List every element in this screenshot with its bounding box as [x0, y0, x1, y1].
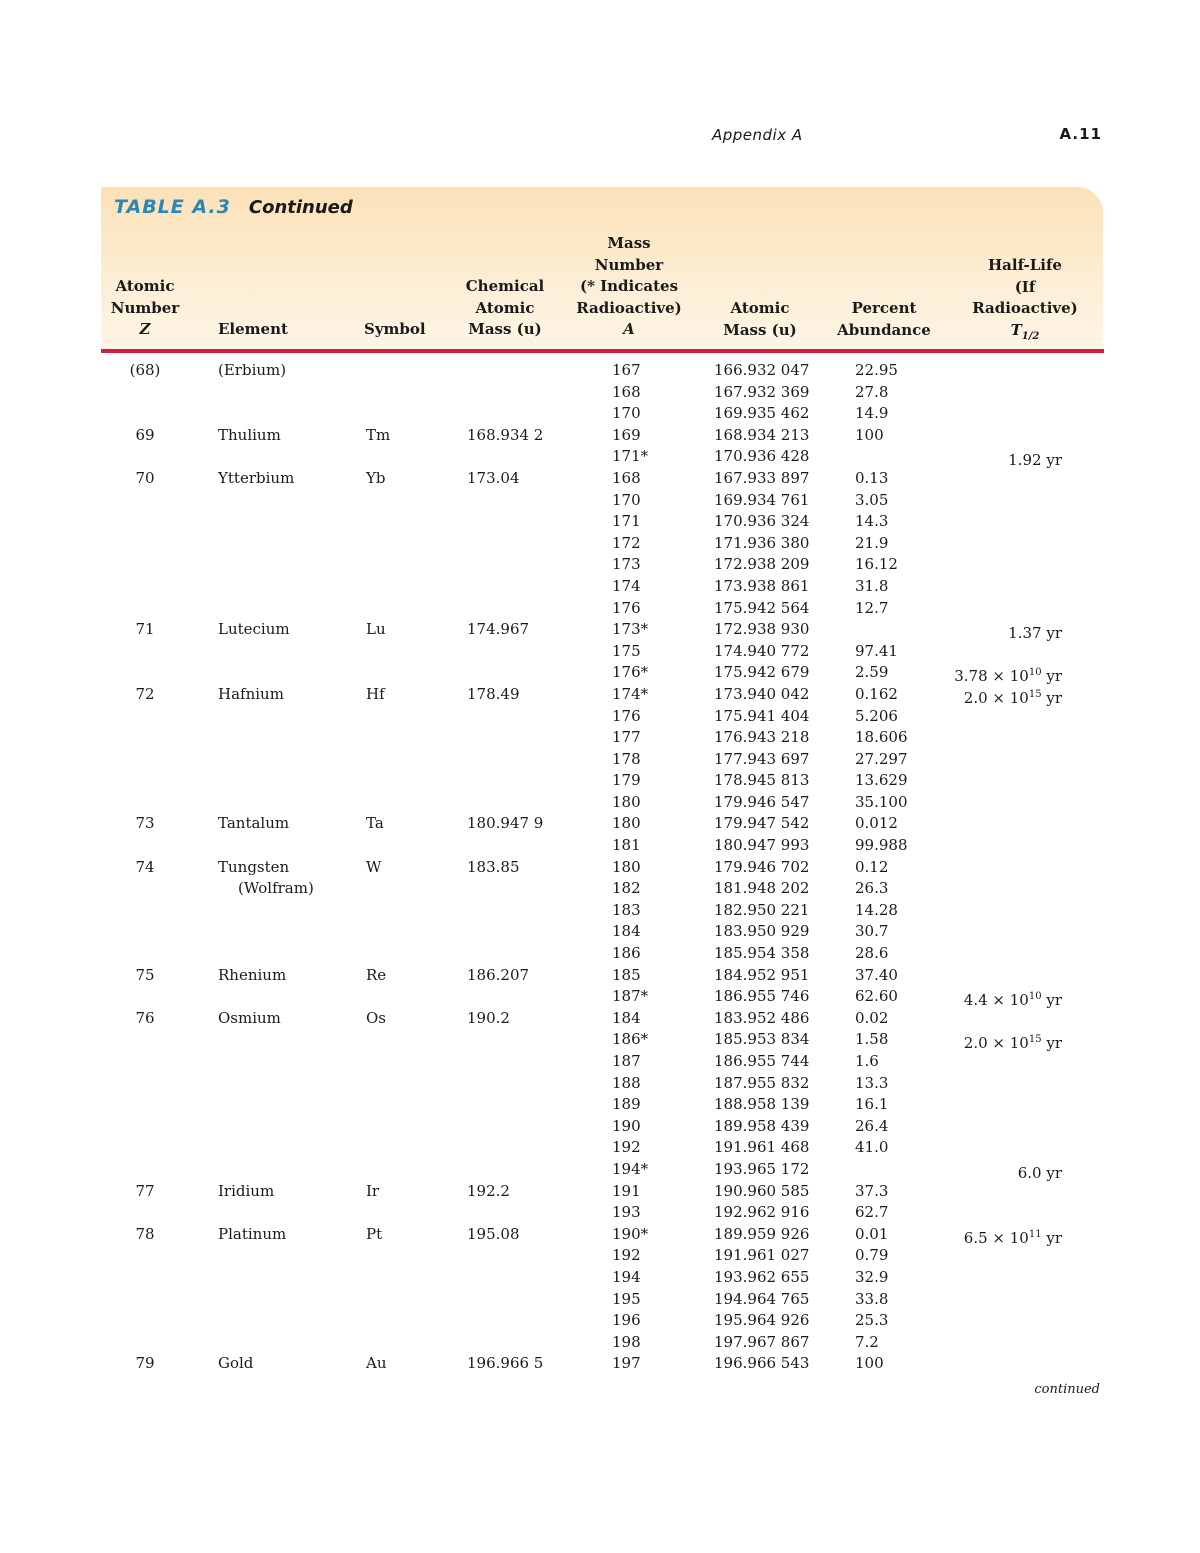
- table-body: [0, 360, 1200, 1375]
- cell-atomic-mass: 196.966 543: [714, 1354, 810, 1373]
- cell-percent-abundance: 26.3: [855, 879, 889, 898]
- table-row: [0, 554, 1200, 576]
- cell-mass-number: 180: [612, 792, 641, 811]
- header-chemical-atomic-mass: [455, 276, 555, 341]
- header-chem-mass-line-1: Chemical: [465, 277, 545, 295]
- table-row: [0, 749, 1200, 771]
- cell-symbol: Au: [366, 1354, 387, 1373]
- cell-percent-abundance: 0.13: [855, 468, 889, 487]
- header-mass-number-line-1: Mass: [607, 234, 651, 252]
- cell-mass-number: 181: [612, 836, 641, 855]
- cell-atomic-number: 70: [135, 468, 155, 487]
- table-row: [0, 1137, 1200, 1159]
- cell-percent-abundance: 0.012: [855, 814, 898, 833]
- cell-atomic-mass: 179.946 702: [714, 857, 810, 876]
- cell-atomic-mass: 193.965 172: [714, 1159, 810, 1178]
- cell-mass-number: 187*: [612, 987, 649, 1006]
- half-life-unit: yr: [1046, 451, 1062, 470]
- cell-atomic-mass: 182.950 221: [714, 900, 810, 919]
- header-rule: [101, 349, 1104, 353]
- cell-percent-abundance: 1.58: [855, 1030, 889, 1049]
- cell-atomic-mass: 193.962 655: [714, 1267, 810, 1286]
- half-life-unit: yr: [1046, 1228, 1062, 1247]
- cell-chemical-atomic-mass: 173.04: [467, 468, 520, 487]
- cell-mass-number: 197: [612, 1354, 641, 1373]
- table-row: [0, 1116, 1200, 1138]
- cell-atomic-mass: 173.938 861: [714, 576, 810, 595]
- cell-percent-abundance: 5.206: [855, 706, 898, 725]
- table-row: [0, 1289, 1200, 1311]
- cell-mass-number: 175: [612, 641, 641, 660]
- cell-atomic-mass: 183.950 929: [714, 922, 810, 941]
- cell-element: Lutecium: [218, 620, 290, 639]
- table-row: [0, 1353, 1200, 1375]
- cell-atomic-mass: 170.936 324: [714, 512, 810, 531]
- cell-percent-abundance: 32.9: [855, 1267, 889, 1286]
- cell-atomic-mass: 185.953 834: [714, 1030, 810, 1049]
- table-row: [0, 986, 1200, 1008]
- table-row: [0, 1267, 1200, 1289]
- cell-percent-abundance: 14.9: [855, 404, 889, 423]
- cell-element: Tantalum: [218, 814, 290, 833]
- cell-percent-abundance: 14.3: [855, 512, 889, 531]
- table-row: [0, 943, 1200, 965]
- table-row: [0, 1094, 1200, 1116]
- cell-atomic-mass: 189.958 439: [714, 1116, 810, 1135]
- cell-chemical-atomic-mass: 180.947 9: [467, 814, 544, 833]
- cell-percent-abundance: 16.12: [855, 555, 898, 574]
- cell-atomic-mass: 175.942 564: [714, 598, 810, 617]
- table-row: [0, 598, 1200, 620]
- cell-atomic-mass: 192.962 916: [714, 1203, 810, 1222]
- table-row: [0, 878, 1200, 900]
- cell-atomic-mass: 178.945 813: [714, 771, 810, 790]
- table-row: [0, 1224, 1200, 1246]
- cell-percent-abundance: 21.9: [855, 533, 889, 552]
- header-atomic-number-line-2: Number: [110, 298, 180, 317]
- cell-percent-abundance: 27.8: [855, 382, 889, 401]
- table-row: [0, 1008, 1200, 1030]
- cell-percent-abundance: 30.7: [855, 922, 889, 941]
- table-row: [0, 792, 1200, 814]
- cell-percent-abundance: 13.3: [855, 1073, 889, 1092]
- table-row: [0, 1332, 1200, 1354]
- cell-mass-number: 176*: [612, 663, 649, 682]
- cell-percent-abundance: 0.01: [855, 1224, 889, 1243]
- cell-mass-number: 169: [612, 425, 641, 444]
- half-life-unit: yr: [1046, 991, 1062, 1010]
- table-row: [0, 857, 1200, 879]
- cell-atomic-mass: 186.955 744: [714, 1052, 810, 1070]
- half-life-unit: yr: [1046, 688, 1062, 707]
- header-half-life-line-1: Half-Life: [988, 256, 1062, 274]
- half-life-unit: yr: [1046, 1034, 1062, 1053]
- cell-mass-number: 176: [612, 598, 641, 617]
- cell-mass-number: 179: [612, 771, 641, 790]
- cell-atomic-number: 71: [135, 620, 155, 639]
- table-row: [0, 813, 1200, 835]
- cell-percent-abundance: 0.79: [855, 1246, 889, 1265]
- cell-atomic-number: 69: [135, 425, 155, 444]
- half-life-value: 1.92: [1008, 451, 1042, 470]
- table-row: [0, 446, 1200, 468]
- half-life-value: 3.78 × 10: [954, 667, 1029, 686]
- cell-symbol: Yb: [366, 468, 386, 487]
- cell-chemical-atomic-mass: 168.934 2: [467, 425, 544, 444]
- cell-element: Iridium: [218, 1181, 275, 1200]
- header-mass-number: [567, 233, 691, 341]
- cell-mass-number: 189: [612, 1095, 641, 1114]
- cell-percent-abundance: 37.40: [855, 965, 898, 984]
- cell-mass-number: 173*: [612, 620, 649, 639]
- table-continuation: Continued: [248, 197, 353, 218]
- page-number: A.11: [1059, 125, 1102, 143]
- cell-element: Gold: [218, 1354, 254, 1373]
- cell-atomic-mass: 175.942 679: [714, 663, 810, 682]
- cell-mass-number: 173: [612, 555, 641, 574]
- table-row: [0, 684, 1200, 706]
- cell-percent-abundance: 37.3: [855, 1181, 889, 1200]
- header-half-life: [962, 255, 1088, 347]
- cell-mass-number: 194*: [612, 1159, 649, 1178]
- cell-atomic-number: 74: [135, 857, 155, 876]
- half-life-exponent: 15: [1028, 1034, 1042, 1046]
- cell-atomic-mass: 185.954 358: [714, 944, 810, 963]
- cell-percent-abundance: 12.7: [855, 598, 889, 617]
- cell-percent-abundance: 0.12: [855, 857, 889, 876]
- cell-element: Tungsten: [218, 857, 290, 876]
- cell-mass-number: 180: [612, 814, 641, 833]
- cell-atomic-mass: 176.943 218: [714, 728, 810, 747]
- cell-symbol: Os: [366, 1008, 386, 1027]
- header-atomic-number-line-1: Atomic: [115, 277, 175, 295]
- cell-mass-number: 194: [612, 1267, 641, 1286]
- cell-percent-abundance: 28.6: [855, 944, 889, 963]
- cell-mass-number: 187: [612, 1052, 641, 1070]
- cell-mass-number: 174: [612, 576, 641, 595]
- cell-atomic-mass: 181.948 202: [714, 879, 810, 898]
- cell-mass-number: 174*: [612, 684, 649, 703]
- cell-chemical-atomic-mass: 174.967: [467, 620, 530, 639]
- table-row: [0, 619, 1200, 641]
- cell-percent-abundance: 26.4: [855, 1116, 889, 1135]
- cell-percent-abundance: 33.8: [855, 1289, 889, 1308]
- cell-atomic-mass: 177.943 697: [714, 749, 810, 768]
- cell-atomic-mass: 197.967 867: [714, 1332, 810, 1351]
- cell-atomic-mass: 172.938 930: [714, 620, 810, 639]
- cell-chemical-atomic-mass: 195.08: [467, 1224, 520, 1243]
- table-row: [0, 1202, 1200, 1224]
- cell-percent-abundance: 99.988: [855, 836, 908, 855]
- cell-mass-number: 184: [612, 922, 641, 941]
- header-mass-number-line-4: Radioactive): [576, 298, 682, 317]
- cell-mass-number: 196: [612, 1311, 641, 1330]
- table-row: [0, 382, 1200, 404]
- cell-chemical-atomic-mass: 196.966 5: [467, 1354, 544, 1373]
- table-row: [0, 727, 1200, 749]
- table-row: [0, 576, 1200, 598]
- cell-percent-abundance: 62.7: [855, 1203, 889, 1222]
- cell-percent-abundance: 3.05: [855, 490, 889, 509]
- cell-atomic-mass: 184.952 951: [714, 965, 810, 984]
- half-life-exponent: 15: [1028, 688, 1042, 700]
- table-row: [0, 533, 1200, 555]
- cell-mass-number: 172: [612, 533, 641, 552]
- cell-atomic-mass: 169.935 462: [714, 404, 810, 423]
- cell-mass-number: 190*: [612, 1224, 649, 1243]
- cell-percent-abundance: 0.162: [855, 684, 898, 703]
- header-symbol: [364, 319, 426, 341]
- table-row: [0, 900, 1200, 922]
- cell-atomic-mass: 166.932 047: [714, 361, 810, 379]
- table-row: [0, 490, 1200, 512]
- cell-atomic-number: 79: [135, 1354, 155, 1373]
- cell-atomic-mass: 191.961 027: [714, 1246, 810, 1265]
- header-half-life-symbol: T: [1010, 320, 1022, 339]
- cell-mass-number: 170: [612, 404, 641, 423]
- header-atomic-mass-line-2: Mass (u): [723, 320, 797, 339]
- cell-atomic-mass: 168.934 213: [714, 425, 810, 444]
- table-row: [0, 1181, 1200, 1203]
- table-row: [0, 1073, 1200, 1095]
- half-life-value: 1.37: [1008, 624, 1042, 643]
- table-caption: [114, 196, 353, 218]
- header-percent-abundance: [830, 298, 938, 341]
- cell-atomic-number: (68): [129, 361, 161, 379]
- cell-mass-number: 195: [612, 1289, 641, 1308]
- cell-symbol: Pt: [366, 1224, 383, 1243]
- cell-mass-number: 171: [612, 512, 641, 531]
- cell-element: Osmium: [218, 1008, 281, 1027]
- header-symbol-label: Symbol: [364, 320, 426, 338]
- cell-element: Hafnium: [218, 684, 284, 703]
- running-head: Appendix A: [712, 126, 803, 144]
- table-row: [0, 1159, 1200, 1181]
- cell-mass-number: 193: [612, 1203, 641, 1222]
- cell-mass-number: 180: [612, 857, 641, 876]
- cell-element: Thulium: [218, 425, 281, 444]
- header-chem-mass-line-2: Atomic: [475, 298, 535, 317]
- header-atomic-mass-line-1: Atomic: [730, 299, 790, 317]
- cell-atomic-number: 77: [135, 1181, 155, 1200]
- table-row: [0, 835, 1200, 857]
- table-row: [0, 770, 1200, 792]
- table-row: [0, 921, 1200, 943]
- cell-atomic-mass: 170.936 428: [714, 447, 810, 466]
- cell-atomic-mass: 190.960 585: [714, 1181, 810, 1200]
- half-life-unit: yr: [1046, 624, 1062, 643]
- cell-mass-number: 183: [612, 900, 641, 919]
- header-half-life-line-4: [962, 320, 1088, 348]
- cell-symbol: Lu: [366, 620, 386, 639]
- cell-mass-number: 192: [612, 1246, 641, 1265]
- half-life-exponent: 10: [1028, 991, 1042, 1003]
- cell-atomic-mass: 167.933 897: [714, 468, 810, 487]
- half-life-value: 2.0 × 10: [963, 688, 1029, 707]
- cell-percent-abundance: 16.1: [855, 1095, 889, 1114]
- header-atomic-number-line-3: Z: [139, 320, 151, 338]
- cell-percent-abundance: 13.629: [855, 771, 908, 790]
- cell-atomic-mass: 175.941 404: [714, 706, 810, 725]
- cell-mass-number: 176: [612, 706, 641, 725]
- cell-element: Rhenium: [218, 965, 287, 984]
- cell-atomic-mass: 173.940 042: [714, 684, 810, 703]
- cell-percent-abundance: 62.60: [855, 987, 898, 1006]
- cell-mass-number: 168: [612, 468, 641, 487]
- cell-percent-abundance: 14.28: [855, 900, 898, 919]
- cell-mass-number: 177: [612, 728, 641, 747]
- cell-atomic-mass: 179.947 542: [714, 814, 810, 833]
- table-row: [0, 1051, 1200, 1073]
- table-row: [0, 662, 1200, 684]
- cell-percent-abundance: 22.95: [855, 361, 898, 379]
- cell-element: (Erbium): [218, 361, 287, 379]
- cell-mass-number: 178: [612, 749, 641, 768]
- header-atomic-mass: [712, 298, 808, 341]
- table-row: [0, 706, 1200, 728]
- cell-mass-number: 191: [612, 1181, 641, 1200]
- cell-percent-abundance: 27.297: [855, 749, 908, 768]
- cell-atomic-number: 75: [135, 965, 155, 984]
- cell-symbol: Ir: [366, 1181, 380, 1200]
- header-mass-number-line-3: (* Indicates: [579, 277, 679, 295]
- table-label: TABLE A.3: [114, 196, 231, 218]
- cell-mass-number: 170: [612, 490, 641, 509]
- header-mass-number-line-5: A: [623, 320, 635, 338]
- header-half-life-line-2: (If: [1014, 277, 1036, 296]
- cell-atomic-number: 76: [135, 1008, 155, 1027]
- cell-percent-abundance: 1.6: [855, 1052, 879, 1070]
- cell-percent-abundance: 31.8: [855, 576, 889, 595]
- cell-percent-abundance: 100: [855, 425, 884, 444]
- cell-mass-number: 192: [612, 1138, 641, 1157]
- cell-atomic-mass: 167.932 369: [714, 382, 810, 401]
- cell-atomic-mass: 194.964 765: [714, 1289, 810, 1308]
- table-row: [0, 1245, 1200, 1267]
- cell-atomic-mass: 179.946 547: [714, 792, 810, 811]
- half-life-value: 4.4 × 10: [963, 991, 1029, 1010]
- half-life-unit: yr: [1046, 1163, 1062, 1182]
- table-row: [0, 641, 1200, 663]
- header-half-life-subscript: 1/2: [1021, 330, 1040, 342]
- cell-chemical-atomic-mass: 192.2: [467, 1181, 510, 1200]
- half-life-value: 6.0: [1017, 1163, 1042, 1182]
- table-row: [0, 360, 1200, 382]
- cell-percent-abundance: 25.3: [855, 1311, 889, 1330]
- cell-symbol: Re: [366, 965, 387, 984]
- cell-atomic-mass: 169.934 761: [714, 490, 810, 509]
- cell-mass-number: 188: [612, 1073, 641, 1092]
- cell-element: Platinum: [218, 1224, 287, 1243]
- cell-atomic-mass: 172.938 209: [714, 555, 810, 574]
- cell-percent-abundance: 35.100: [855, 792, 908, 811]
- table-row: [0, 965, 1200, 987]
- header-mass-number-line-2: Number: [594, 255, 664, 274]
- table-row: [0, 1029, 1200, 1051]
- cell-element: (Wolfram): [238, 879, 314, 898]
- cell-percent-abundance: 97.41: [855, 641, 898, 660]
- cell-atomic-mass: 183.952 486: [714, 1008, 810, 1027]
- cell-element: Ytterbium: [218, 468, 295, 487]
- header-chem-mass-line-3: Mass (u): [468, 320, 542, 338]
- half-life-unit: yr: [1046, 667, 1062, 686]
- cell-mass-number: 186*: [612, 1030, 649, 1049]
- cell-atomic-mass: 189.959 926: [714, 1224, 810, 1243]
- cell-percent-abundance: 100: [855, 1354, 884, 1373]
- cell-percent-abundance: 0.02: [855, 1008, 889, 1027]
- cell-atomic-mass: 187.955 832: [714, 1073, 810, 1092]
- cell-atomic-mass: 191.961 468: [714, 1138, 810, 1157]
- cell-mass-number: 185: [612, 965, 641, 984]
- cell-atomic-number: 73: [135, 814, 155, 833]
- cell-atomic-mass: 174.940 772: [714, 641, 810, 660]
- cell-percent-abundance: 7.2: [855, 1332, 879, 1351]
- cell-atomic-mass: 171.936 380: [714, 533, 810, 552]
- half-life-exponent: 10: [1028, 667, 1042, 679]
- half-life-value: 6.5 × 10: [963, 1228, 1029, 1247]
- cell-atomic-number: 78: [135, 1224, 155, 1243]
- cell-symbol: Tm: [366, 425, 391, 444]
- cell-mass-number: 171*: [612, 447, 649, 466]
- header-half-life-line-3: Radioactive): [972, 299, 1078, 317]
- cell-mass-number: 186: [612, 944, 641, 963]
- table-row: [0, 468, 1200, 490]
- table-row: [0, 1310, 1200, 1332]
- cell-symbol: W: [366, 857, 382, 876]
- cell-chemical-atomic-mass: 186.207: [467, 965, 530, 984]
- cell-atomic-number: 72: [135, 684, 155, 703]
- cell-mass-number: 184: [612, 1008, 641, 1027]
- header-abundance-line-1: Percent: [851, 299, 917, 317]
- header-element: [218, 319, 288, 341]
- cell-chemical-atomic-mass: 183.85: [467, 857, 520, 876]
- cell-atomic-mass: 195.964 926: [714, 1311, 810, 1330]
- cell-mass-number: 168: [612, 382, 641, 401]
- cell-percent-abundance: 2.59: [855, 663, 889, 682]
- cell-symbol: Hf: [366, 684, 385, 703]
- cell-chemical-atomic-mass: 190.2: [467, 1008, 510, 1027]
- cell-mass-number: 190: [612, 1116, 641, 1135]
- header-abundance-line-2: Abundance: [837, 320, 931, 339]
- table-row: [0, 403, 1200, 425]
- cell-atomic-mass: 188.958 139: [714, 1095, 810, 1114]
- cell-symbol: Ta: [366, 814, 384, 833]
- cell-percent-abundance: 41.0: [855, 1138, 889, 1157]
- cell-atomic-mass: 186.955 746: [714, 987, 810, 1006]
- continued-note: continued: [1034, 1382, 1100, 1397]
- header-element-label: Element: [218, 320, 288, 338]
- cell-chemical-atomic-mass: 178.49: [467, 684, 520, 703]
- table-row: [0, 425, 1200, 447]
- cell-atomic-mass: 180.947 993: [714, 836, 810, 855]
- half-life-value: 2.0 × 10: [963, 1034, 1029, 1053]
- cell-mass-number: 167: [612, 361, 641, 379]
- cell-mass-number: 198: [612, 1332, 641, 1351]
- half-life-exponent: 11: [1028, 1228, 1042, 1240]
- header-atomic-number: [100, 276, 190, 341]
- table-row: [0, 511, 1200, 533]
- cell-percent-abundance: 18.606: [855, 728, 908, 747]
- cell-mass-number: 182: [612, 879, 641, 898]
